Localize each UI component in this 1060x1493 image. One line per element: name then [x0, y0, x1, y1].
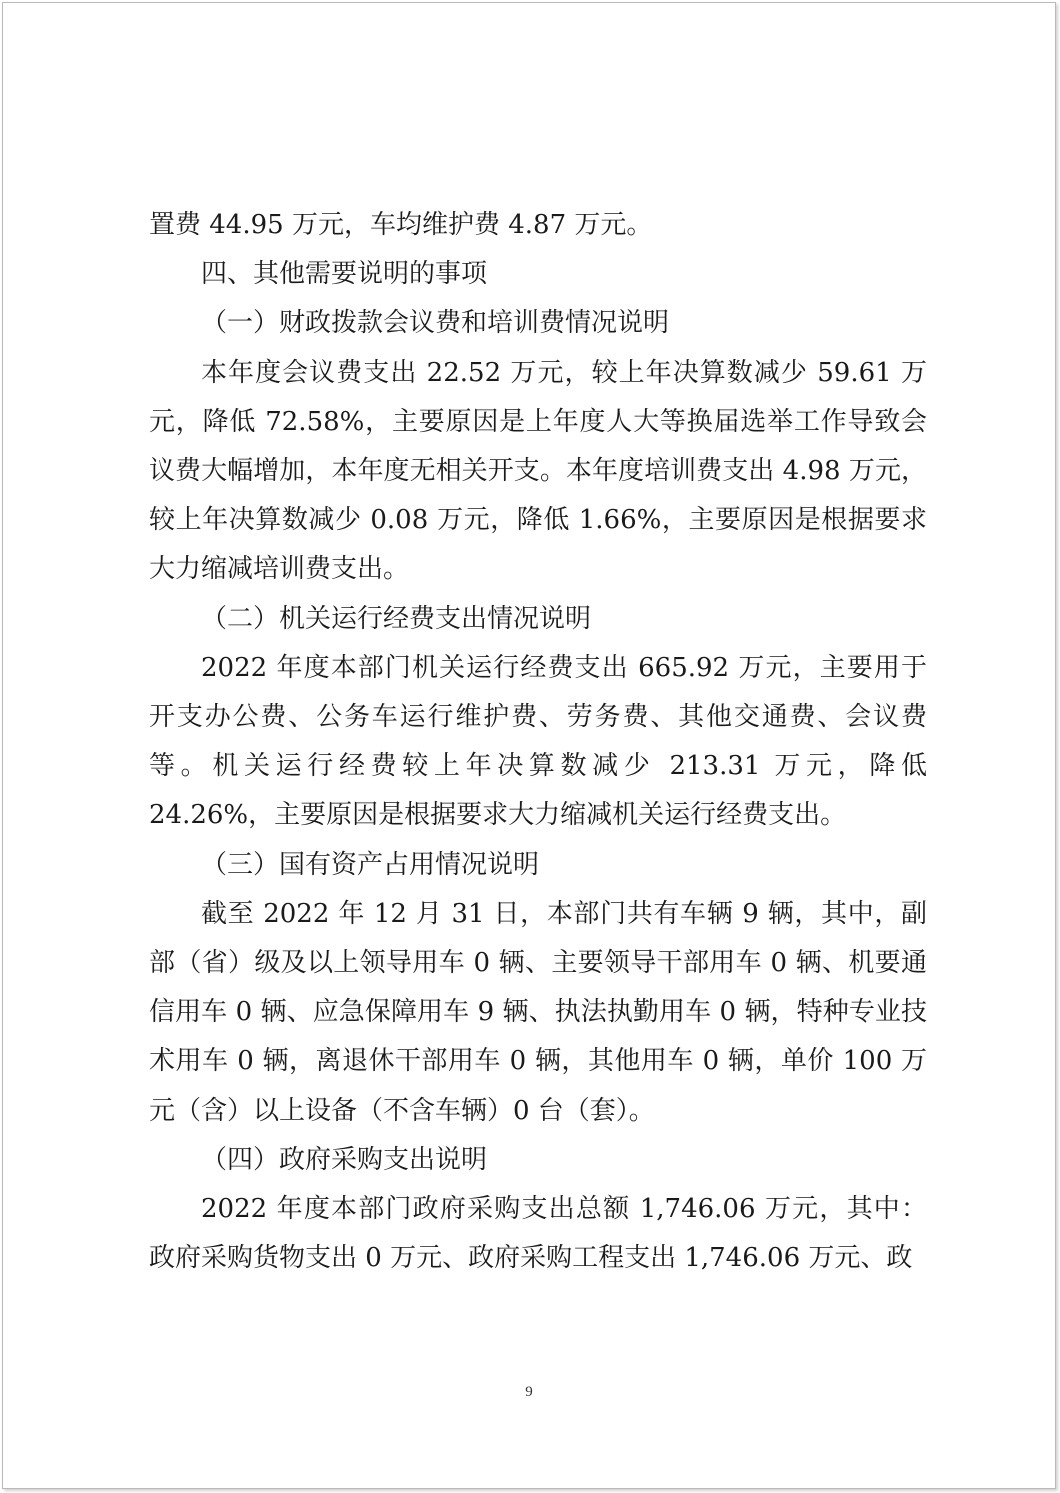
- page-number: 9: [525, 1384, 533, 1400]
- subheading-meeting-training-fees: （一）财政拨款会议费和培训费情况说明: [201, 308, 670, 339]
- subheading-government-procurement: （四）政府采购支出说明: [201, 1144, 488, 1175]
- paragraph-vehicle-cost-tail: 置费 44.95 万元，车均维护费 4.87 万元。: [149, 210, 653, 240]
- section-heading-other-matters: 四、其他需要说明的事项: [201, 259, 488, 290]
- subheading-state-assets: （三）国有资产占用情况说明: [201, 849, 540, 880]
- subheading-operating-expenses: （二）机关运行经费支出情况说明: [201, 603, 592, 634]
- paragraph-state-assets: 截至 2022 年 12 月 31 日，本部门共有车辆 9 辆，其中，副部（省）级及以上领导用车 0 辆、主要领导干部用车 0 辆、机要通信用车 0 辆、应急保障用车 9 辆、执法执勤用车 0 辆，特种专业技术用车 0 辆，离退休干部用车 0 辆，其他用车 0 辆，单价 100 万元（含）以上设备（不含车辆）0 台（套）。: [149, 898, 927, 1126]
- document-page: [2, 2, 1056, 1489]
- document-body: [149, 201, 927, 1283]
- paragraph-operating-expenses: 2022 年度本部门机关运行经费支出 665.92 万元，主要用于开支办公费、公务车运行维护费、劳务费、其他交通费、会议费等。机关运行经费较上年决算数减少 213.31 万元，降低 24.26%，主要原因是根据要求大力缩减机关运行经费支出。: [149, 652, 927, 831]
- paragraph-meeting-training-fees: 本年度会议费支出 22.52 万元，较上年决算数减少 59.61 万元，降低 72.58%，主要原因是上年度人大等换届选举工作导致会议费大幅增加，本年度无相关开支。本年度培训费支出 4.98 万元，较上年决算数减少 0.08 万元，降低 1.66%，主要原因是根据要求大力缩减培训费支出。: [149, 357, 927, 585]
- paragraph-government-procurement: 2022 年度本部门政府采购支出总额 1,746.06 万元，其中：政府采购货物支出 0 万元、政府采购工程支出 1,746.06 万元、政: [149, 1194, 927, 1274]
